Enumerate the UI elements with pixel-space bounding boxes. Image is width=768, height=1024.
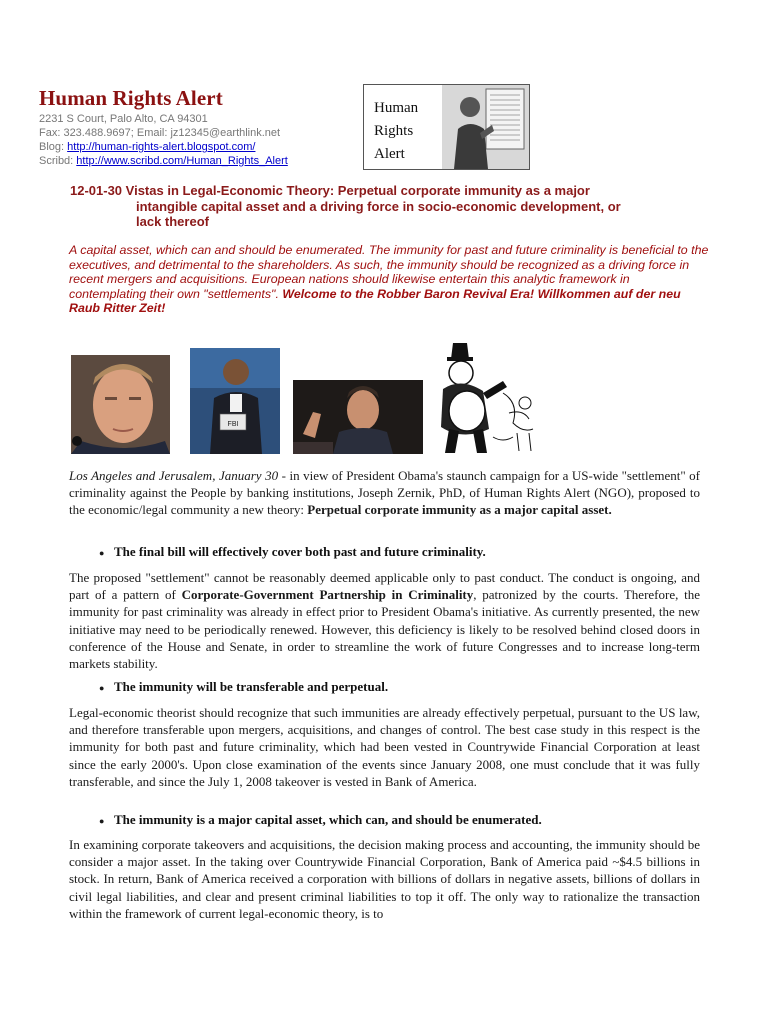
logo	[363, 84, 530, 170]
scribd-label: Scribd:	[39, 155, 77, 167]
intro-paragraph	[69, 467, 700, 519]
paragraph-2: Legal-economic theorist should recognize that such immunities are already effectively perpetual, pursuant to the US law, and therefore transferable upon mergers, acquisitions, and changes of control. The best case study in this respect is the immunity for both past and future criminality, which had been vested in Countrywide Financial Corporation at least since the early 2000's. Upon close examination of the events since January 2008, one must conclude that it was fully transferable, and since the July 1, 2008 takeover is vested in Bank of America.	[69, 705, 700, 789]
bullet-dot-1: ●	[99, 548, 105, 558]
photo-president	[190, 348, 280, 454]
logo-line-3: Alert	[374, 146, 405, 162]
org-name: Human Rights Alert	[39, 86, 223, 110]
scribd-link[interactable]: http://www.scribd.com/Human_Rights_Alert	[76, 155, 288, 167]
blog-line	[39, 140, 255, 154]
paragraph-1	[69, 569, 700, 672]
logo-illustration	[442, 85, 529, 169]
headline	[70, 183, 710, 230]
dateline: Los Angeles and Jerusalem, January 30 -	[69, 468, 286, 483]
bullet-dot-3: ●	[99, 816, 105, 826]
fax-email: Fax: 323.488.9697; Email: jz12345@earthlink.net	[39, 127, 281, 139]
address: 2231 S Court, Palo Alto, CA 94301	[39, 113, 208, 125]
headline-line-1: 12-01-30 Vistas in Legal-Economic Theory: Perpetual corporate immunity as a major	[70, 183, 590, 198]
bullet-2: The immunity will be transferable and perpetual.	[114, 679, 389, 694]
headline-line-2: intangible capital asset and a driving force in socio-economic development, or	[136, 198, 621, 214]
fbi-badge-text: FBI	[227, 421, 239, 428]
bullet-3: The immunity is a major capital asset, which can, and should be enumerated.	[114, 812, 542, 827]
abstract	[69, 243, 709, 316]
scribd-line	[39, 154, 288, 168]
bullet-1: The final bill will effectively cover both past and future criminality.	[114, 544, 486, 559]
paragraph-1-b: , patronized by the courts. Therefore, the immunity for past criminality was already in effect prior to President Obama's initiative. As currently presented, the new initiative may need to be periodically renewed. However, this deficiency is likely to be resolved behind closed doors in conference of the House and Senate, in order to streamline the work of future Congresses and to increase long-term markets stability.	[69, 587, 701, 672]
intro-text: in view of President Obama's staunch campaign for a US-wide "settlement" of criminality against the People by banking institutions, Joseph Zernik, PhD, of Human Rights Alert (NGO), proposed to the economic/legal community a new theory:	[69, 468, 701, 518]
blog-label: Blog:	[39, 141, 68, 153]
logo-line-2: Rights	[374, 123, 414, 139]
blog-link[interactable]: http://human-rights-alert.blogspot.com/	[67, 141, 256, 153]
paragraph-3: In examining corporate takeovers and acquisitions, the decision making process and accounting, the immunity should be consider a major asset. In the taking over Countrywide Financial Corporation, Bank of America paid ~$4.5 billions in stock. In return, Bank of America received a corporation with billions of dollars in negative assets, billions of dollars in civil legal liabilities, and clear and present criminal liabilities to top it off. The only way to rationalize the transaction within the framework of current legal-economic theory, is to	[69, 837, 700, 921]
paragraph-1-a: The proposed "settlement" cannot be reasonably deemed applicable only to past conduct. The conduct is ongoing, and part of a pattern of	[69, 570, 700, 603]
abstract-emphasis: Welcome to the Robber Baron Revival Era! Willkommen auf der neu Raub Ritter Zeit!	[69, 286, 681, 316]
photo-executive	[71, 355, 170, 454]
headline-line-3: lack thereof	[136, 214, 209, 229]
logo-text	[374, 97, 418, 166]
bullet-dot-2: ●	[99, 683, 105, 693]
paragraph-1-bold: Corporate-Government Partnership in Criminality	[181, 587, 474, 603]
logo-line-1: Human	[374, 100, 419, 116]
abstract-text: A capital asset, which can and should be enumerated. The immunity for past and future criminality is beneficial to the executives, and detrimental to the shareholders. As such, the immunity should be recognized as a driving force in recent mergers and acquisitions. European nations should likewise entertain this analytic framework in contemplating their own "settlements".	[69, 243, 709, 301]
photo-official	[293, 380, 423, 454]
intro-bold: Perpetual corporate immunity as a major capital asset.	[307, 502, 612, 518]
robber-baron-cartoon	[433, 333, 545, 454]
